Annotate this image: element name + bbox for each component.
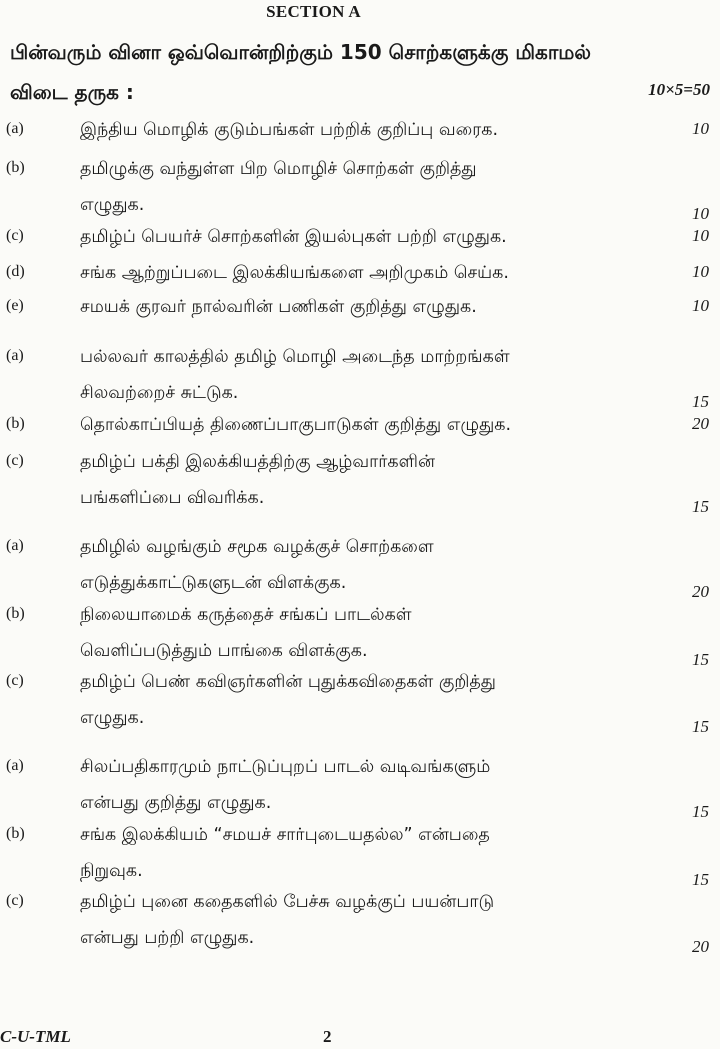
question-label: (a) <box>6 537 24 554</box>
question-label: (e) <box>6 297 24 314</box>
instruction-line-1: பின்வரும் வினா ஒவ்வொன்றிற்கும் 150 சொற்களுக்கு மிகாமல் <box>10 40 591 64</box>
question-label: (b) <box>6 825 25 842</box>
question-marks: 10 <box>692 296 709 315</box>
page-number: 2 <box>323 1027 332 1046</box>
question-marks: 15 <box>692 392 709 411</box>
question-marks: 10 <box>692 226 709 245</box>
section-title: SECTION A <box>266 2 361 21</box>
question-label: (b) <box>6 605 25 622</box>
question-marks: 20 <box>692 414 709 433</box>
question-label: (b) <box>6 159 25 176</box>
question-text: எழுதுக. <box>80 708 145 728</box>
question-text: தமிழ்ப் புனை கதைகளில் பேச்சு வழக்குப் பயன்பாடு <box>80 892 495 912</box>
question-text: வெளிப்படுத்தும் பாங்கை விளக்குக. <box>80 641 368 661</box>
question-marks: 20 <box>692 937 709 956</box>
question-marks: 15 <box>692 802 709 821</box>
paper-code: C-U-TML <box>0 1027 71 1046</box>
question-text: நிலையாமைக் கருத்தைச் சங்கப் பாடல்கள் <box>80 605 412 625</box>
question-text: பங்களிப்பை விவரிக்க. <box>80 488 265 508</box>
question-text: எழுதுக. <box>80 195 145 215</box>
total-marks: 10×5=50 <box>648 80 710 99</box>
question-text: சங்க இலக்கியம் “சமயச் சார்புடையதல்ல” என்பதை <box>80 825 490 845</box>
question-label: (a) <box>6 347 24 364</box>
question-marks: 10 <box>692 262 709 281</box>
question-text: என்பது குறித்து எழுதுக. <box>80 793 272 813</box>
question-label: (b) <box>6 415 25 432</box>
question-marks: 15 <box>692 650 709 669</box>
question-text: என்பது பற்றி எழுதுக. <box>80 928 255 948</box>
question-label: (a) <box>6 120 24 137</box>
question-text: தமிழில் வழங்கும் சமூக வழக்குச் சொற்களை <box>80 537 434 557</box>
question-marks: 10 <box>692 204 709 223</box>
question-text: பல்லவர் காலத்தில் தமிழ் மொழி அடைந்த மாற்றங்கள் <box>80 347 510 367</box>
question-label: (c) <box>6 892 24 909</box>
question-text: நிறுவுக. <box>80 861 143 881</box>
question-marks: 15 <box>692 497 709 516</box>
question-label: (a) <box>6 757 24 774</box>
question-text: சமயக் குரவர் நால்வரின் பணிகள் குறித்து எழுதுக. <box>80 297 477 317</box>
question-text: இந்திய மொழிக் குடும்பங்கள் பற்றிக் குறிப்பு வரைக. <box>80 120 499 140</box>
question-text: தமிழுக்கு வந்துள்ள பிற மொழிச் சொற்கள் குறித்து <box>80 159 477 179</box>
question-text: சங்க ஆற்றுப்படை இலக்கியங்களை அறிமுகம் செய்க. <box>80 263 509 283</box>
question-text: தமிழ்ப் பக்தி இலக்கியத்திற்கு ஆழ்வார்களின் <box>80 452 435 472</box>
question-text: சிலப்பதிகாரமும் நாட்டுப்புறப் பாடல் வடிவங்களும் <box>80 757 491 777</box>
question-label: (d) <box>6 263 25 280</box>
question-marks: 20 <box>692 582 709 601</box>
question-text: தமிழ்ப் பெயர்ச் சொற்களின் இயல்புகள் பற்றி எழுதுக. <box>80 227 507 247</box>
question-label: (c) <box>6 672 24 689</box>
question-text: தொல்காப்பியத் திணைப்பாகுபாடுகள் குறித்து எழுதுக. <box>80 415 512 435</box>
question-marks: 15 <box>692 717 709 736</box>
question-label: (c) <box>6 227 24 244</box>
question-text: எடுத்துக்காட்டுகளுடன் விளக்குக. <box>80 573 347 593</box>
question-text: சிலவற்றைச் சுட்டுக. <box>80 383 239 403</box>
question-text: தமிழ்ப் பெண் கவிஞர்களின் புதுக்கவிதைகள் குறித்து <box>80 672 496 692</box>
question-marks: 10 <box>692 119 709 138</box>
question-label: (c) <box>6 452 24 469</box>
question-marks: 15 <box>692 870 709 889</box>
instruction-line-2: விடை தருக : <box>10 80 134 104</box>
